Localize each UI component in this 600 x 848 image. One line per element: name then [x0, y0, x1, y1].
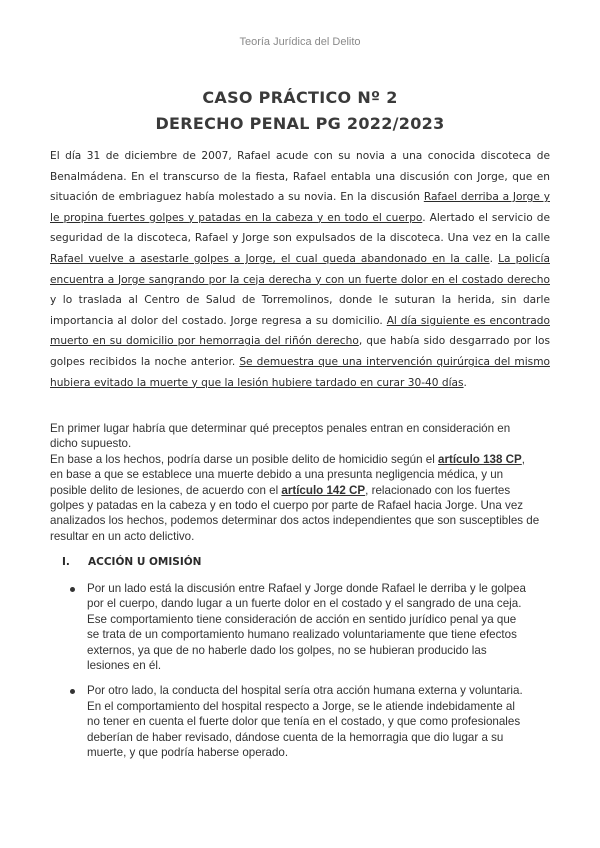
case-title: CASO PRÁCTICO Nº 2 [202, 88, 398, 107]
list-item-text: Por un lado está la discusión entre Rafael y Jorge donde Rafael le derriba y le golpea por el cuerpo, dando lugar a un fuerte dolor en el costado y el sangrado de una ceja. Ese comportamiento tiene consideración de acción en sentido jurídico penal ya que se trata de un comportamiento humano realizado voluntariamente que tiene efectos externos, ya que de no haberle dado los golpes, no se hubieran producido las lesiones en él. [87, 582, 526, 673]
analysis-intro: En primer lugar habría que determinar qué preceptos penales entran en consideración en dicho supuesto. [50, 422, 511, 451]
list-item [68, 581, 530, 673]
case-underlined-fact: Rafael vuelve a asestarle golpes a Jorge, el cual queda abandonado en la calle [50, 252, 490, 265]
running-header: Teoría Jurídica del Delito [239, 36, 361, 48]
case-underlined-fact: Se demuestra que una intervención quirúrgica del mismo hubiera evitado la muerte y que la lesión hubiere tardado en curar 30-40 días [50, 355, 550, 389]
section-number: I. [62, 556, 70, 568]
article-142-reference: artículo 142 CP [281, 483, 366, 497]
article-138-reference: artículo 138 CP [438, 452, 522, 466]
bullet-list [68, 581, 530, 770]
section-heading [62, 556, 201, 568]
case-text: . Alertado el servicio de seguridad de la discoteca, Rafael y Jorge son expulsados de la discoteca. Una vez en la calle [50, 211, 550, 245]
analysis-paragraph [50, 452, 540, 544]
case-text: El día 31 de diciembre de 2007, Rafael acude con su novia a una conocida discoteca de Benalmádena. En el transcurso de la fiesta, Rafael entabla una discusión con Jorge, que en situación de embriaguez había molestado a su novia. En la discusión [50, 150, 550, 204]
analysis-text: , relacionado con los fuertes golpes y patadas en la cabeza y en todo el cuerpo por parte de Rafael hacia Jorge. Una vez analizados los hechos, podemos determinar dos actos independientes que son susceptibles de resultar en un acto delictivo. [50, 483, 540, 543]
list-item-text: Por otro lado, la conducta del hospital sería otra acción humana externa y voluntaria. En el comportamiento del hospital respecto a Jorge, se le atiende indebidamente al no tener en cuenta el fuerte dolor que tenía en el costado, y que como profesionales deberían de haber revisado, dándose cuenta de la hemorragia que dio lugar a su muerte, y que podría haberse operado. [87, 684, 523, 760]
analysis-block [50, 421, 540, 544]
case-statement [50, 146, 550, 393]
list-item [68, 683, 530, 760]
case-text: . [489, 252, 499, 265]
bullet-icon [70, 689, 75, 694]
analysis-text: , en base a que se establece una muerte debido a una presunta negligencia médica, y un posible delito de lesiones, de acuerdo con el [50, 452, 526, 497]
bullet-icon [70, 587, 75, 592]
case-text: y lo traslada al Centro de Salud de Torremolinos, donde le suturan la herida, sin darle importancia al dolor del costado. Jorge regresa a su domicilio. [50, 294, 550, 327]
course-title: DERECHO PENAL PG 2022/2023 [155, 114, 445, 133]
case-text: , que había sido desgarrado por los golpes recibidos la noche anterior. [50, 335, 550, 368]
analysis-text: En base a los hechos, podría darse un posible delito de homicidio según el [50, 452, 438, 466]
case-text: . [463, 376, 467, 389]
case-underlined-fact: Al día siguiente es encontrado muerto en su domicilio por hemorragia del riñón derecho [50, 314, 550, 348]
case-underlined-fact: Rafael derriba a Jorge y le propina fuertes golpes y patadas en la cabeza y en todo el cuerpo [50, 191, 550, 224]
section-title: ACCIÓN U OMISIÓN [88, 556, 202, 568]
case-underlined-fact: La policía encuentra a Jorge sangrando por la ceja derecha y con un fuerte dolor en el costado derecho [50, 252, 550, 286]
